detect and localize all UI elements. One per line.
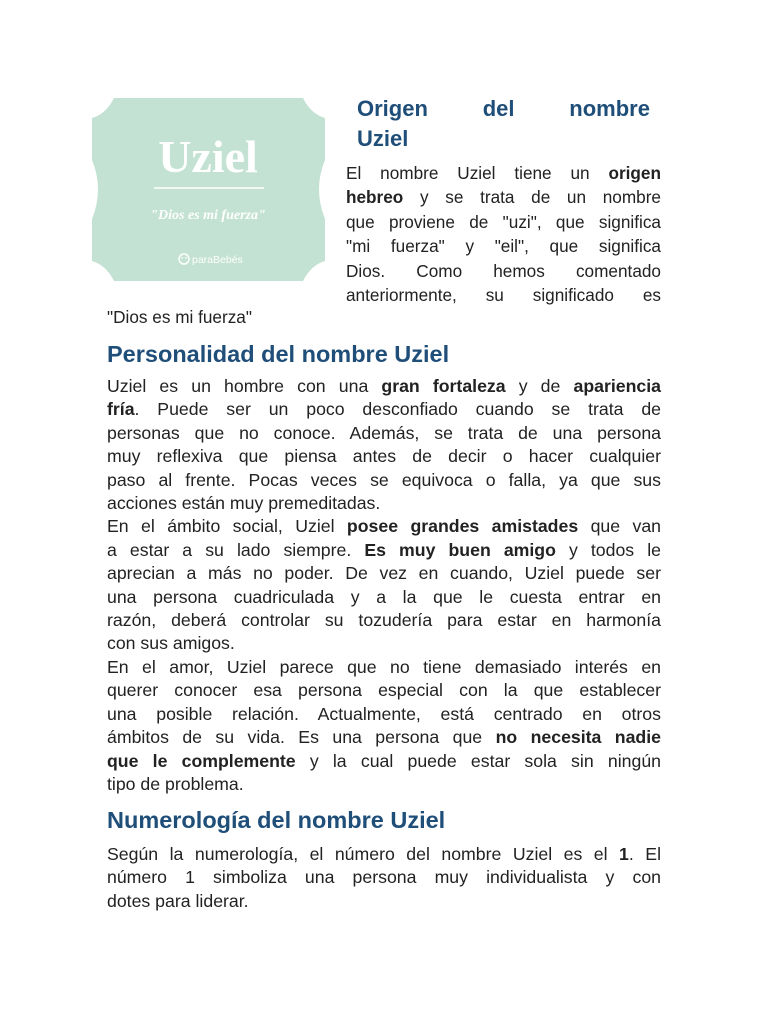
origin-heading-line-2: Uziel [357,126,409,151]
numerology-text-line [107,890,661,913]
personality-text-line [107,586,661,609]
origin-heading-word-1: Origen [357,96,428,121]
text-segment: razón, deberá controlar su tozudería para estar en harmonía [107,610,661,631]
personality-text-line [107,656,661,679]
personality-text-line [107,515,661,538]
text-segment: y se trata de un nombre [403,187,661,208]
personality-text-line [107,632,661,655]
personality-text-line [107,469,661,492]
personality-text-line [107,726,661,749]
text-segment: con sus amigos. [107,633,235,654]
text-segment: "mi fuerza" y "eil", que significa [346,236,661,257]
text-segment: . El [628,844,661,864]
text-segment: Dios. Como hemos comentado [346,260,661,281]
bold-text: gran fortaleza [381,376,506,396]
badge-brand: paraBebés [192,254,243,266]
personality-heading: Personalidad del nombre Uziel [107,341,450,367]
bold-text: 1 [619,844,629,864]
origin-text-line [346,161,661,185]
text-segment: En el ámbito social, Uziel [107,516,347,537]
origin-text-line [346,185,661,209]
text-segment: En el amor, Uziel parece que no tiene demasiado interés en [107,656,661,677]
text-segment: El nombre Uziel tiene un [346,163,609,183]
personality-text-line [107,679,661,702]
text-segment: una posible relación. Actualmente, está centrado en otros [107,703,661,724]
text-segment: querer conocer esa persona especial con la que establecer [107,680,661,701]
text-segment: personas que no conoce. Además, se trata de una persona [107,422,661,443]
text-segment: número 1 simboliza una persona muy individualista y con [107,867,661,888]
personality-text-line [107,398,661,421]
origin-text-line [346,234,661,258]
origin-heading-word-2: del [482,96,515,121]
personality-text-line [107,422,661,445]
origin-paragraph [346,161,661,307]
numerology-text [107,843,661,913]
origin-heading-word-3: nombre [569,96,650,121]
personality-text-line [107,773,661,796]
text-segment: que van [578,516,661,537]
text-segment: Según la numerología, el número del nombre Uziel es el [107,844,620,864]
name-badge-image [92,92,325,287]
origin-text-line [346,259,661,283]
origin-text-line [346,283,661,307]
personality-text-line [107,750,661,773]
text-segment: ámbitos de su vida. Es una persona que [107,727,496,748]
personality-text-line [107,445,661,468]
numerology-text-line [107,843,661,866]
origin-paragraph-tail: "Dios es mi fuerza" [107,307,252,327]
badge-tagline: "Dios es mi fuerza" [150,208,266,223]
text-segment: paso al frente. Pocas veces se equivoca o falla, ya que sus [107,469,661,490]
personality-text-line [107,562,661,585]
text-segment: tipo de problema. [107,773,244,794]
bold-text: posee grandes amistades [346,516,579,537]
badge-name: Uziel [158,131,258,182]
text-segment: muy reflexiva que piensa antes de decir o hacer cualquier [107,446,661,467]
bold-text: hebreo [346,187,404,208]
text-segment: . Puede ser un poco desconfiado cuando se trata de [134,399,661,420]
personality-text-line [107,539,661,562]
text-segment: una persona cuadriculada y a la que le cuesta entrar en [107,586,661,607]
text-segment: y todos le [555,539,661,560]
origin-text-line [346,210,661,234]
personality-text-line [107,703,661,726]
text-segment: a estar a su lado siempre. [107,539,365,560]
bold-text: fría [107,399,135,420]
personality-text-line [107,375,661,398]
bold-text: Es muy buen amigo [364,539,556,560]
bold-text: origen [608,163,661,183]
numerology-heading: Numerología del nombre Uziel [107,807,446,833]
numerology-text-line [107,866,661,889]
origin-heading [357,94,650,124]
bold-text: que le complemente [107,750,296,771]
bold-text: apariencia [573,376,661,396]
personality-text-line [107,609,661,632]
text-segment: dotes para liderar. [107,890,249,911]
personality-text [107,375,661,796]
text-segment: aprecian a más no poder. De vez en cuando, Uziel puede ser [107,563,661,584]
text-segment: anteriormente, su significado es [346,285,661,306]
badge-frame [92,92,325,287]
personality-text-line [107,492,661,515]
bold-text: no necesita nadie [495,727,661,748]
text-segment: acciones están muy premeditadas. [107,493,381,514]
text-segment: Uziel es un hombre con una [107,376,382,396]
text-segment: y la cual puede estar sola sin ningún [295,750,661,771]
text-segment: y de [505,376,574,396]
text-segment: que proviene de "uzi", que significa [346,211,661,232]
